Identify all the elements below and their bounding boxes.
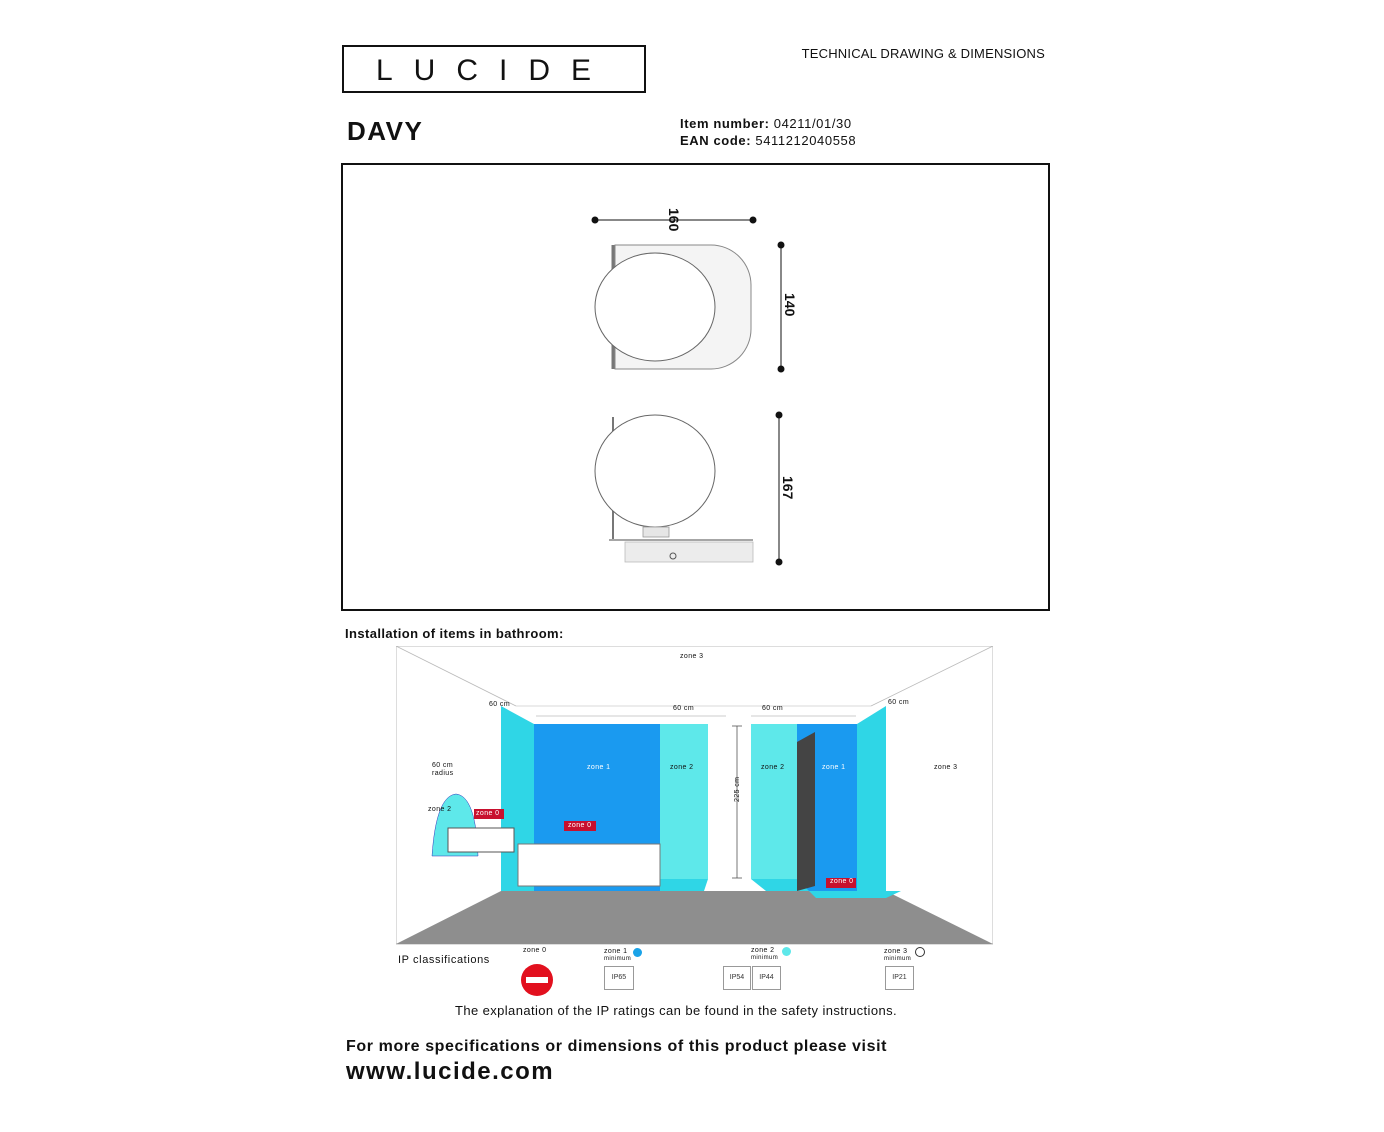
bath-zone2: [660, 724, 708, 879]
ip44-badge: IP44: [752, 966, 781, 990]
zone0-shower-label: zone 0: [830, 878, 854, 885]
ip-classifications-title: IP classifications: [398, 954, 490, 966]
zone2-color-dot: [782, 947, 791, 956]
height-225-label: 225 cm: [734, 776, 741, 802]
product-name: DAVY: [347, 116, 424, 146]
shower-zone2: [751, 724, 797, 879]
side-view-outline: [595, 415, 753, 562]
bathroom-section-title: Installation of items in bathroom:: [345, 626, 564, 641]
60cm-right-label: 60 cm: [888, 699, 910, 706]
zone2-shower-label: zone 2: [761, 764, 785, 771]
zone0-sink-label: zone 0: [476, 810, 500, 817]
lucide-logo: [342, 45, 646, 93]
depth-dimension-value: 140: [782, 293, 798, 317]
ip21-badge: IP21: [885, 966, 914, 990]
technical-drawing: [343, 165, 1048, 609]
zone2-bath-label: zone 2: [670, 764, 694, 771]
bathroom-zones-diagram: [396, 646, 993, 946]
top-view-outline: [595, 245, 751, 369]
width-dimension-value: 160: [666, 208, 682, 232]
zone3-color-dot: [915, 947, 925, 957]
60cm-left-label: 60 cm: [489, 701, 511, 708]
zone1-right-wall: [857, 706, 886, 891]
zone1-bath-label: zone 1: [587, 764, 611, 771]
60cm-shower-label: 60 cm: [762, 705, 784, 712]
zone3-top-label: zone 3: [680, 653, 704, 660]
zone1-color-dot: [633, 948, 642, 957]
bathtub: [518, 844, 660, 886]
ip-zone1-minimum: minimum: [604, 956, 632, 962]
item-number-label: Item number:: [680, 116, 770, 131]
shower-screen: [797, 732, 815, 891]
document-type-label: TECHNICAL DRAWING & DIMENSIONS: [801, 46, 1045, 61]
technical-drawing-frame: [341, 163, 1050, 611]
sink: [448, 828, 514, 852]
ip-zone2-minimum: minimum: [751, 955, 779, 961]
ip-zone0-label: zone 0: [523, 947, 547, 954]
ip-zone3-minimum: minimum: [884, 956, 912, 962]
ip65-badge: IP65: [604, 966, 634, 990]
ip54-badge: IP54: [723, 966, 751, 990]
ean-code: [680, 133, 856, 148]
height-dimension-value: 167: [780, 476, 796, 500]
no-entry-icon: [520, 963, 554, 997]
zone3-right-label: zone 3: [934, 764, 958, 771]
item-number-value: 04211/01/30: [773, 116, 852, 131]
zone2-sink-label: zone 2: [428, 806, 452, 813]
svg-text:LUCIDE: LUCIDE: [375, 54, 613, 87]
zone0-bath-label: zone 0: [568, 822, 592, 829]
ip-explanation-note: The explanation of the IP ratings can be found in the safety instructions.: [455, 1003, 898, 1018]
60cm-bath-label: 60 cm: [673, 705, 695, 712]
radius-label-2: radius: [432, 770, 454, 777]
footer-more-info: For more specifications or dimensions of this product please visit: [346, 1038, 888, 1055]
ip-zone2-label: zone 2: [751, 947, 775, 954]
ip-zone1-label: zone 1: [604, 948, 628, 955]
ip-zone3-label: zone 3: [884, 948, 908, 955]
ean-code-value: 5411212040558: [755, 133, 857, 148]
item-number: [680, 116, 852, 131]
radius-label-1: 60 cm: [432, 762, 454, 769]
website-link[interactable]: www.lucide.com: [346, 1058, 555, 1085]
ean-code-label: EAN code:: [680, 133, 752, 148]
zone1-shower-label: zone 1: [822, 764, 846, 771]
